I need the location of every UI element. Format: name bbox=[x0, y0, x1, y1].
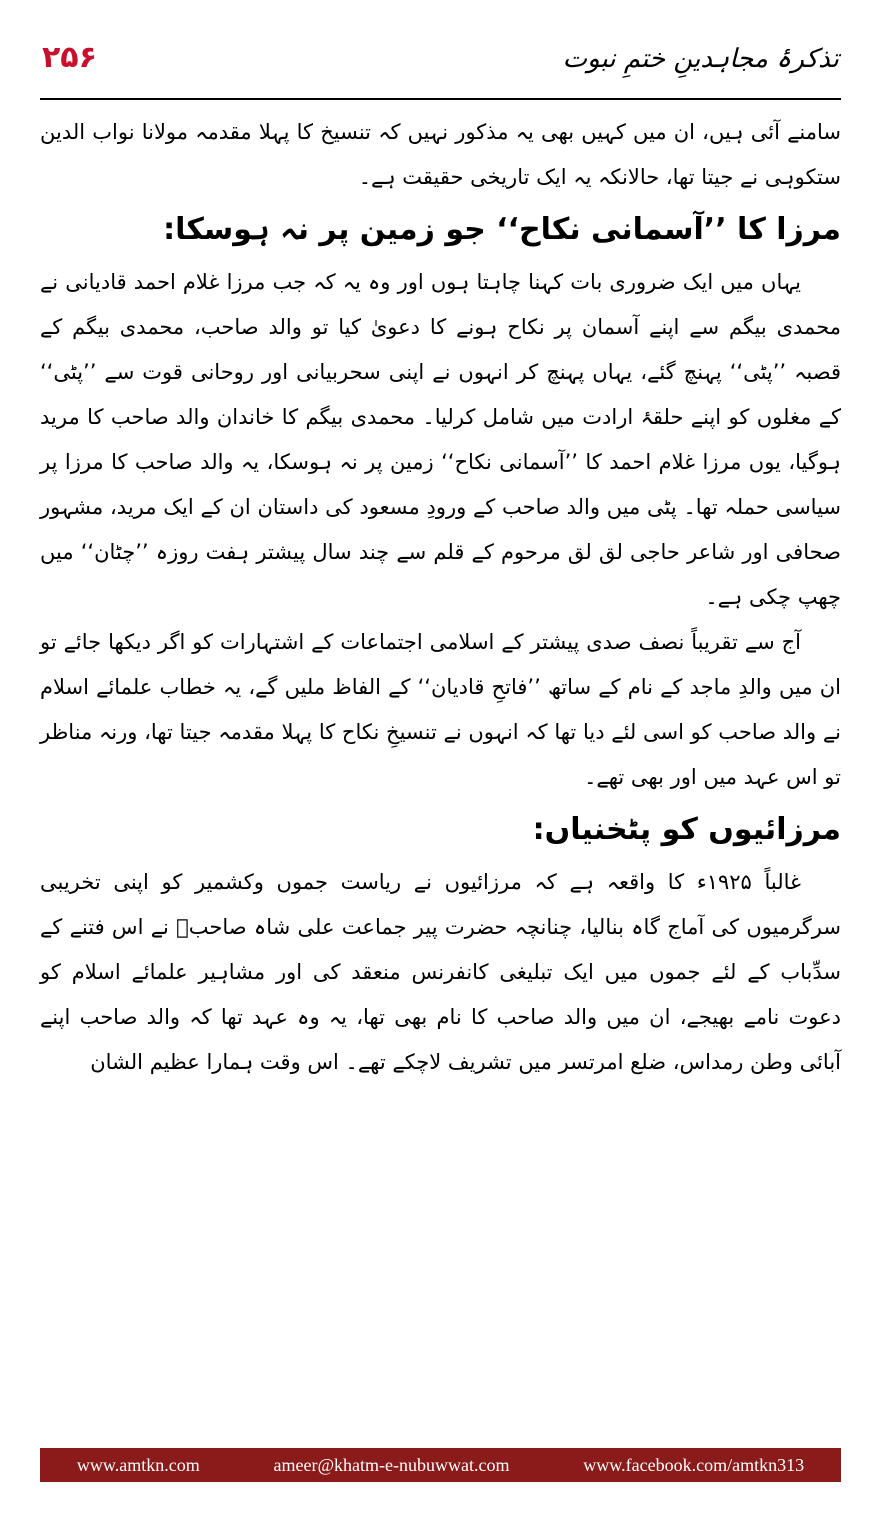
paragraph-jammu-conference: غالباً ۱۹۲۵ء کا واقعہ ہے کہ مرزائیوں نے ریاست جموں وکشمیر کو اپنی تخریبی سرگرمیوں کی آماج گاہ بنالیا، چنانچہ حضرت پیر جماعت علی شاہ صاحبؒ نے اس فتنے کے سدِّباب کے لئے جموں میں ایک تبلیغی کانفرنس منعقد کی اور مشاہیر علمائے اسلام کو دعوت نامے بھیجے، ان میں والد صاحب کا نام بھی تھا، یہ وہ عہد تھا کہ والد صاحب اپنے آبائی وطن رمداس، ضلع امرتسر میں تشریف لاچکے تھے۔ اس وقت ہمارا عظیم الشان bbox=[40, 870, 841, 1074]
footer-website-link[interactable]: www.amtkn.com bbox=[76, 1454, 200, 1475]
paragraph-continuation: سامنے آئی ہیں، ان میں کہیں بھی یہ مذکور نہیں کہ تنسیخ کا پہلا مقدمہ مولانا نواب الدین ستکوہی نے جیتا تھا، حالانکہ یہ ایک تاریخی حقیقت ہے۔ bbox=[40, 120, 841, 189]
page-number: ۲۵۶ bbox=[42, 40, 97, 75]
header-divider bbox=[40, 98, 841, 100]
running-title: تذکرۂ مجاہدینِ ختمِ نبوت bbox=[562, 44, 839, 74]
footer-bar bbox=[40, 1448, 841, 1482]
section-heading-defeats: مرزائیوں کو پٹخنیاں: bbox=[532, 812, 841, 847]
paragraph-fateh-qadian: آج سے تقریباً نصف صدی پیشتر کے اسلامی اجتماعات کے اشتہارات کو اگر دیکھا جائے تو ان میں والدِ ماجد کے نام کے ساتھ ’’فاتحِ قادیان‘‘ کے الفاظ ملیں گے، یہ خطاب علمائے اسلام نے والد صاحب کو اسی لئے دیا تھا کہ انہوں نے تنسیخِ نکاح کا پہلا مقدمہ جیتا تھا، ورنہ مناظر تو اس عہد میں اور بھی تھے۔ bbox=[40, 630, 841, 789]
footer-email-link[interactable]: ameer@khatm-e-nubuwwat.com bbox=[273, 1454, 510, 1475]
section-heading-heavenly-nikah: مرزا کا ’’آسمانی نکاح‘‘ جو زمین پر نہ ہوسکا: bbox=[163, 212, 841, 247]
page-body bbox=[40, 110, 841, 1085]
paragraph-patti-visit: یہاں میں ایک ضروری بات کہنا چاہتا ہوں اور وہ یہ کہ جب مرزا غلام احمد قادیانی نے محمدی بیگم سے اپنے آسمان پر نکاح ہونے کا دعویٰ کیا تو والد صاحب، محمدی بیگم کے قصبہ ’’پٹی‘‘ پہنچ گئے، یہاں پہنچ کر انہوں نے اپنی سحربیانی اور روحانی قوت سے ’’پٹی‘‘ کے مغلوں کو اپنے حلقۂ ارادت میں شامل کرلیا۔ محمدی بیگم کا خاندان والد صاحب کا مرید ہوگیا، یوں مرزا غلام احمد کا ’’آسمانی نکاح‘‘ زمین پر نہ ہوسکا، یہ والد صاحب کا مرزا پر سیاسی حملہ تھا۔ پٹی میں والد صاحب کے ورودِ مسعود کی داستان ان کے ایک مرید، مشہور صحافی اور شاعر حاجی لق لق مرحوم کے قلم سے چند سال پیشتر ہفت روزہ ’’چٹان‘‘ میں چھپ چکی ہے۔ bbox=[40, 270, 841, 609]
footer-facebook-link[interactable]: www.facebook.com/amtkn313 bbox=[583, 1454, 805, 1475]
